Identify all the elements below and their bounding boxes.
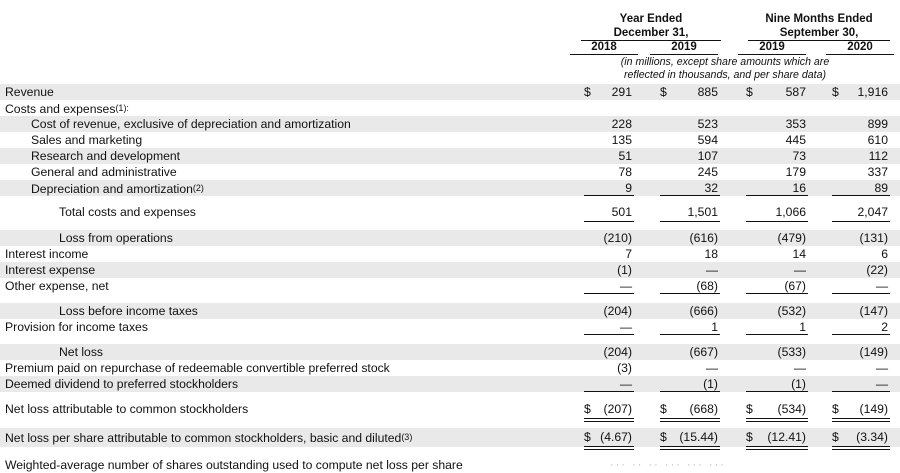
value-text: (149) <box>859 402 888 416</box>
table-row <box>0 360 900 376</box>
value-text: 245 <box>697 165 718 179</box>
value-text: 18 <box>704 247 718 261</box>
value-text: (131) <box>859 231 888 245</box>
value-cell <box>660 344 720 360</box>
value-cell <box>832 428 890 447</box>
value-text: 9 <box>625 181 632 195</box>
value-cell <box>660 428 720 447</box>
row-label-text: Interest expense <box>5 263 96 277</box>
value-cell <box>746 116 808 132</box>
currency-symbol: $ <box>660 430 667 444</box>
row-label <box>5 84 54 100</box>
value-text: 885 <box>697 85 718 99</box>
value-text: (3.34) <box>856 430 888 444</box>
value-text: (616) <box>689 231 718 245</box>
currency-symbol: $ <box>746 85 753 99</box>
value-cell <box>660 84 720 100</box>
row-label-text: Weighted-average number of shares outstanding used to compute net loss per share <box>5 458 463 472</box>
value-text: — <box>875 279 888 293</box>
value-text: (22) <box>866 263 888 277</box>
row-label-text: Depreciation and amortization <box>31 182 193 196</box>
value-cell <box>832 400 890 419</box>
header-year-ended-line1: Year Ended <box>619 13 683 25</box>
value-text: — <box>705 263 718 277</box>
value-text: 107 <box>697 149 718 163</box>
value-text: — <box>705 361 718 375</box>
value-cell <box>832 344 890 360</box>
value-text: 16 <box>792 181 806 195</box>
value-cell <box>832 84 890 100</box>
currency-symbol: $ <box>584 430 591 444</box>
row-label <box>31 180 204 197</box>
row-label <box>59 303 198 319</box>
value-text: 337 <box>867 165 888 179</box>
value-text: (12.41) <box>767 430 806 444</box>
row-label <box>5 278 109 294</box>
value-cell <box>660 116 720 132</box>
value-cell <box>832 203 890 222</box>
row-label-text: Costs and expenses <box>5 102 116 116</box>
value-text: (204) <box>603 345 632 359</box>
row-label-text: Loss before income taxes <box>59 304 198 318</box>
table-row <box>0 246 900 262</box>
value-cell <box>584 230 634 246</box>
value-text: (1) <box>703 377 718 391</box>
currency-symbol: $ <box>746 402 753 416</box>
value-cell <box>660 278 720 294</box>
table-row <box>0 164 900 180</box>
value-cell <box>584 246 634 262</box>
table-row <box>0 262 900 278</box>
footnote-marker: (2) <box>192 183 204 193</box>
value-cell <box>746 84 808 100</box>
header-nine-months-line2: September 30, <box>779 27 859 39</box>
currency-symbol: $ <box>832 430 839 444</box>
value-text: 6 <box>881 247 888 261</box>
value-text: (668) <box>689 402 718 416</box>
value-cell <box>746 457 808 473</box>
value-cell <box>832 132 890 148</box>
value-cell <box>746 360 808 376</box>
value-cell <box>746 230 808 246</box>
year-col-2019-a: 2019 <box>650 41 718 55</box>
value-text: 51 <box>618 149 632 163</box>
value-cell <box>746 203 808 222</box>
value-text: 1 <box>711 320 718 334</box>
value-text: (534) <box>777 402 806 416</box>
value-cell <box>660 262 720 278</box>
value-text: (1) <box>617 263 632 277</box>
row-label <box>31 148 180 164</box>
value-text: — <box>619 377 632 391</box>
row-label-text: Total costs and expenses <box>59 205 196 219</box>
table-row <box>0 116 900 132</box>
value-cell <box>746 180 808 196</box>
value-cell <box>746 164 808 180</box>
value-text: 899 <box>867 117 888 131</box>
currency-symbol: $ <box>746 430 753 444</box>
value-text: (68) <box>696 279 718 293</box>
table-row <box>0 84 900 100</box>
value-text: 32 <box>704 181 718 195</box>
value-cell <box>832 180 890 196</box>
value-text: 228 <box>611 117 632 131</box>
row-label <box>59 203 196 222</box>
value-text: (207) <box>603 402 632 416</box>
value-text: 594 <box>697 133 718 147</box>
value-cell <box>832 246 890 262</box>
value-cell <box>746 132 808 148</box>
table-row <box>0 303 900 319</box>
value-cell <box>584 164 634 180</box>
value-text: 78 <box>618 165 632 179</box>
table-row <box>0 203 900 222</box>
table-row <box>0 148 900 164</box>
value-cell <box>832 376 890 392</box>
value-cell <box>584 360 634 376</box>
value-cell <box>660 164 720 180</box>
row-label <box>59 344 103 360</box>
value-text: — <box>875 361 888 375</box>
header-year-ended <box>581 12 721 41</box>
value-cell <box>584 100 634 116</box>
row-label-text: Cost of revenue, exclusive of depreciation and amortization <box>31 117 351 131</box>
value-cell <box>584 376 634 392</box>
row-label <box>5 319 148 335</box>
year-col-2018: 2018 <box>570 41 638 55</box>
footnote-marker: (1): <box>115 103 129 113</box>
value-text: — <box>875 377 888 391</box>
row-label <box>31 164 177 180</box>
value-cell <box>746 100 808 116</box>
value-text: (1) <box>791 377 806 391</box>
value-text: (67) <box>784 279 806 293</box>
table-row <box>0 344 900 360</box>
value-text: — <box>619 320 632 334</box>
table-row <box>0 376 900 392</box>
table-row <box>0 100 900 116</box>
header-year-ended-line2: December 31, <box>613 27 689 39</box>
row-label <box>5 262 95 278</box>
row-label <box>31 116 351 132</box>
value-cell <box>660 100 720 116</box>
row-label-text: Net loss <box>59 345 104 359</box>
value-cell <box>584 180 634 196</box>
header-nine-months <box>748 12 890 41</box>
value-text: — <box>793 361 806 375</box>
row-label <box>5 457 463 473</box>
value-cell <box>660 400 720 419</box>
value-text: — <box>619 279 632 293</box>
value-cell <box>660 180 720 196</box>
value-cell <box>584 428 634 447</box>
value-cell <box>660 203 720 222</box>
value-cell <box>746 344 808 360</box>
value-cell <box>832 164 890 180</box>
value-text: (204) <box>603 304 632 318</box>
row-label-text: Research and development <box>31 149 181 163</box>
overlay-text: ··· ·· ·· ··· ··· ··· <box>610 459 726 471</box>
value-cell <box>584 84 634 100</box>
value-cell <box>584 319 634 335</box>
row-label-text: Sales and marketing <box>31 133 143 147</box>
value-text: (532) <box>777 304 806 318</box>
value-text: (4.67) <box>600 430 632 444</box>
value-cell <box>832 457 890 473</box>
value-text: 1,916 <box>857 85 888 99</box>
currency-symbol: $ <box>584 402 591 416</box>
value-cell <box>584 278 634 294</box>
year-col-2019-b: 2019 <box>738 41 806 55</box>
value-cell <box>584 203 634 222</box>
row-label <box>5 400 248 419</box>
row-label-text: Provision for income taxes <box>5 320 148 334</box>
row-label <box>59 230 173 246</box>
value-cell <box>746 400 808 419</box>
value-cell <box>832 100 890 116</box>
value-cell <box>832 230 890 246</box>
value-text: 1,066 <box>775 205 806 219</box>
value-text: 587 <box>785 85 806 99</box>
value-cell <box>584 148 634 164</box>
row-label-text: Deemed dividend to preferred stockholders <box>5 377 239 391</box>
value-cell <box>832 319 890 335</box>
value-cell <box>746 428 808 447</box>
value-text: 1,501 <box>687 205 718 219</box>
row-label-text: Revenue <box>5 85 54 99</box>
value-text: 2,047 <box>857 205 888 219</box>
table-row <box>0 132 900 148</box>
value-cell <box>584 400 634 419</box>
value-cell <box>746 246 808 262</box>
row-label-text: Loss from operations <box>59 231 173 245</box>
value-text: (149) <box>859 345 888 359</box>
currency-symbol: $ <box>660 402 667 416</box>
value-cell <box>832 360 890 376</box>
value-text: (15.44) <box>679 430 718 444</box>
table-row <box>0 319 900 335</box>
value-cell <box>746 319 808 335</box>
row-label-text: Interest income <box>5 247 89 261</box>
row-label <box>5 100 129 117</box>
value-cell <box>660 230 720 246</box>
value-cell <box>832 116 890 132</box>
value-text: — <box>793 263 806 277</box>
value-cell <box>660 376 720 392</box>
value-cell <box>584 303 634 319</box>
value-cell <box>660 303 720 319</box>
value-text: (210) <box>603 231 632 245</box>
table-row <box>0 457 900 473</box>
row-label <box>31 132 142 148</box>
value-cell <box>746 278 808 294</box>
row-label <box>5 360 390 376</box>
value-cell <box>660 360 720 376</box>
currency-symbol: $ <box>832 85 839 99</box>
value-text: 1 <box>799 320 806 334</box>
year-col-2020: 2020 <box>826 41 894 55</box>
row-label <box>5 376 238 392</box>
value-text: 179 <box>785 165 806 179</box>
currency-symbol: $ <box>660 85 667 99</box>
value-cell <box>746 262 808 278</box>
row-label-text: General and administrative <box>31 165 177 179</box>
value-text: 501 <box>611 205 632 219</box>
currency-symbol: $ <box>832 402 839 416</box>
row-label <box>5 428 412 448</box>
value-text: 353 <box>785 117 806 131</box>
table-row <box>0 230 900 246</box>
value-text: 445 <box>785 133 806 147</box>
value-cell <box>584 132 634 148</box>
header-nine-months-line1: Nine Months Ended <box>765 13 873 25</box>
table-row <box>0 400 900 419</box>
value-cell <box>660 132 720 148</box>
value-text: (147) <box>859 304 888 318</box>
value-text: 89 <box>874 181 888 195</box>
value-text: (533) <box>777 345 806 359</box>
value-text: (667) <box>689 345 718 359</box>
value-cell <box>584 344 634 360</box>
value-cell <box>584 116 634 132</box>
value-cell <box>660 148 720 164</box>
value-cell <box>832 262 890 278</box>
value-cell <box>746 376 808 392</box>
table-row <box>0 180 900 196</box>
value-cell <box>746 148 808 164</box>
value-text: 7 <box>625 247 632 261</box>
value-text: 523 <box>697 117 718 131</box>
row-label <box>5 246 88 262</box>
value-text: (479) <box>777 231 806 245</box>
currency-symbol: $ <box>584 85 591 99</box>
units-note <box>560 56 890 82</box>
units-note-line1: (in millions, except share amounts which are <box>620 56 830 68</box>
value-cell <box>832 278 890 294</box>
value-text: 112 <box>868 149 888 163</box>
value-text: (666) <box>689 304 718 318</box>
value-cell <box>660 319 720 335</box>
row-label-text: Other expense, net <box>5 279 109 293</box>
value-text: 610 <box>867 133 888 147</box>
value-text: 135 <box>611 133 632 147</box>
value-text: 73 <box>792 149 806 163</box>
value-text: (3) <box>617 361 632 375</box>
value-cell <box>584 262 634 278</box>
value-text: 14 <box>792 247 806 261</box>
table-row <box>0 278 900 294</box>
value-cell <box>660 246 720 262</box>
value-text: 2 <box>881 320 888 334</box>
row-label-text: Net loss per share attributable to common stockholders, basic and diluted <box>5 431 402 445</box>
value-text: 291 <box>611 85 632 99</box>
value-cell <box>832 303 890 319</box>
row-label-text: Net loss attributable to common stockholders <box>5 402 249 416</box>
value-cell <box>746 303 808 319</box>
units-note-line2: reflected in thousands, and per share data) <box>623 69 826 81</box>
row-label-text: Premium paid on repurchase of redeemable convertible preferred stock <box>5 361 390 375</box>
footnote-marker: (3) <box>401 432 413 442</box>
table-row <box>0 428 900 447</box>
value-cell <box>832 148 890 164</box>
